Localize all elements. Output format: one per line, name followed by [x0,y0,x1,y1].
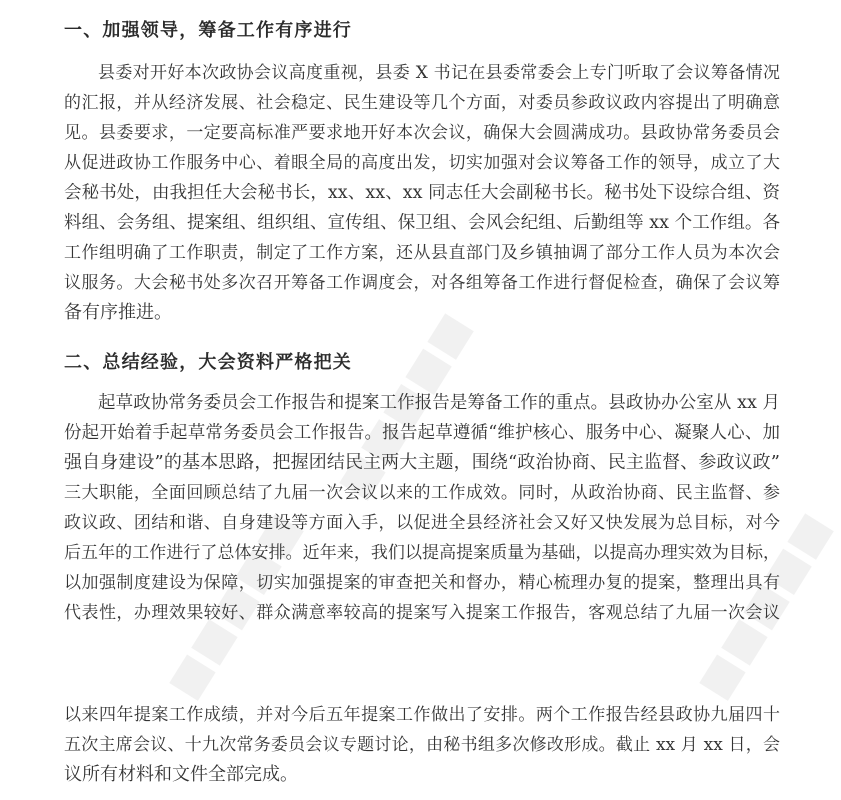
paragraph-line: 见。县委要求，一定要高标准严要求地开好本次会议，确保大会圆满成功。县政协常务委员会 [64,123,780,143]
watermark: ■■■■■ [157,503,311,708]
paragraph-line: 强自身建设”的基本思路，把握团结民主两大主题，围绕“政治协商、民主监督、参政议政” [64,452,780,473]
paragraph-line: 议服务。大会秘书处多次召开筹备工作调度会，对各组筹备工作进行督促检查，确保了会议筹 [64,273,780,293]
paragraph-line: 三大职能，全面回顾总结了九届一次会议以来的工作成效。同时，从政治协商、民主监督、参 [64,483,780,503]
section-2-paragraph-continued [64,700,780,790]
paragraph-line: 会秘书处，由我担任大会秘书长，xx、xx、xx 同志任大会副秘书长。秘书处下设综合组、资 [64,183,780,203]
paragraph-line: 以加强制度建设为保障，切实加强提案的审查把关和督办，精心梳理办复的提案，整理出具有 [64,573,780,593]
section-2-paragraph [64,388,780,628]
paragraph-line: 后五年的工作进行了总体安排。近年来，我们以提高提案质量为基础，以提高办理实效为目标， [64,543,780,563]
paragraph-line: 从促进政协工作服务中心、着眼全局的高度出发，切实加强对会议筹备工作的领导，成立了大 [64,153,780,173]
section-1-paragraph [64,58,780,328]
watermark: ■■■■■ [327,303,481,508]
section-heading-1: 一、加强领导，筹备工作有序进行 [64,20,352,41]
paragraph-line: 议所有材料和文件全部完成。 [64,764,298,785]
watermark: ■■■■■ [687,503,841,708]
paragraph-line: 县委对开好本次政协会议高度重视，县委 X 书记在县委常委会上专门听取了会议筹备情况 [98,63,780,83]
paragraph-line: 起草政协常务委员会工作报告和提案工作报告是筹备工作的重点。县政协办公室从 xx 月 [98,393,780,413]
paragraph-line: 工作组明确了工作职责，制定了工作方案，还从县直部门及乡镇抽调了部分工作人员为本次会 [64,243,780,263]
section-heading-2: 二、总结经验，大会资料严格把关 [64,352,352,373]
paragraph-line: 以来四年提案工作成绩，并对今后五年提案工作做出了安排。两个工作报告经县政协九届四十 [64,705,780,725]
paragraph-line: 备有序推进。 [64,302,172,323]
paragraph-line: 料组、会务组、提案组、组织组、宣传组、保卫组、会风会纪组、后勤组等 xx 个工作组。各 [64,213,780,233]
paragraph-line: 份起开始着手起草常务委员会工作报告。报告起草遵循“维护核心、服务中心、凝聚人心、加 [64,423,780,443]
paragraph-line: 五次主席会议、十九次常务委员会议专题讨论，由秘书组多次修改形成。截止 xx 月 xx 日，会 [64,735,780,755]
paragraph-line: 政议政、团结和谐、自身建设等方面入手，以促进全县经济社会又好又快发展为总目标，对今 [64,513,780,533]
paragraph-line: 代表性，办理效果较好、群众满意率较高的提案写入提案工作报告，客观总结了九届一次会议 [64,603,780,623]
paragraph-line: 的汇报，并从经济发展、社会稳定、民生建设等几个方面，对委员参政议政内容提出了明确意 [64,93,780,113]
